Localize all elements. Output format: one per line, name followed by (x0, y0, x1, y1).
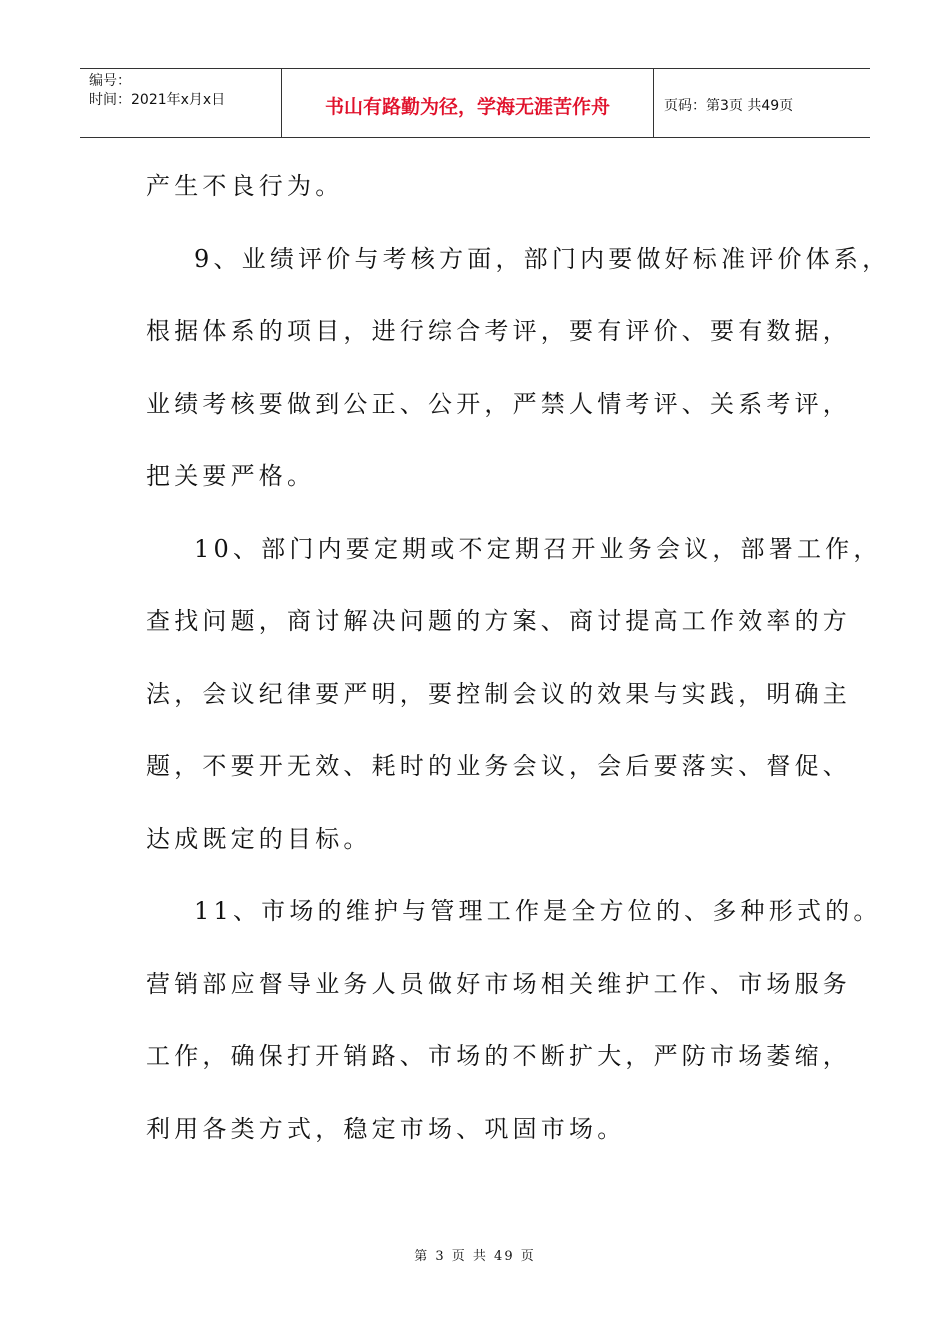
body-line: 把关要严格。 (146, 462, 316, 490)
body-line: 题，不要开无效、耗时的业务会议，会后要落实、督促、 (146, 752, 851, 780)
header-date-label: 时间：2021年x月x日 (89, 92, 226, 108)
header-meta-cell (80, 69, 282, 137)
body-line: 利用各类方式，稳定市场、巩固市场。 (146, 1114, 626, 1143)
document-header (80, 68, 870, 138)
header-motto: 书山有路勤为径，学海无涯苦作舟 (282, 69, 654, 137)
header-number-label: 编号： (89, 73, 131, 89)
body-line: 根据体系的项目，进行综合考评，要有评价、要有数据， (146, 317, 851, 345)
page-footer: 第 3 页 共 49 页 (414, 1249, 536, 1264)
body-line: 产生不良行为。 (146, 172, 344, 200)
body-line: 查找问题，商讨解决问题的方案、商讨提高工作效率的方 (146, 607, 851, 635)
body-line: 营销部应督导业务人员做好市场相关维护工作、市场服务 (146, 969, 851, 998)
body-line: 法，会议纪律要严明，要控制会议的效果与实践，明确主 (146, 679, 851, 708)
header-page-info: 页码：第3页 共49页 (664, 98, 794, 114)
body-line: 11、市场的维护与管理工作是全方位的、多种形式的。 (194, 897, 882, 925)
body-line: 工作，确保打开销路、市场的不断扩大，严防市场萎缩， (146, 1042, 851, 1070)
body-line: 达成既定的目标。 (146, 824, 372, 853)
body-line: 业绩考核要做到公正、公开，严禁人情考评、关系考评， (146, 389, 851, 418)
document-body (146, 150, 891, 1165)
body-line: 9、业绩评价与考核方面，部门内要做好标准评价体系， (194, 244, 891, 273)
body-line: 10、部门内要定期或不定期召开业务会议，部署工作， (194, 534, 882, 563)
